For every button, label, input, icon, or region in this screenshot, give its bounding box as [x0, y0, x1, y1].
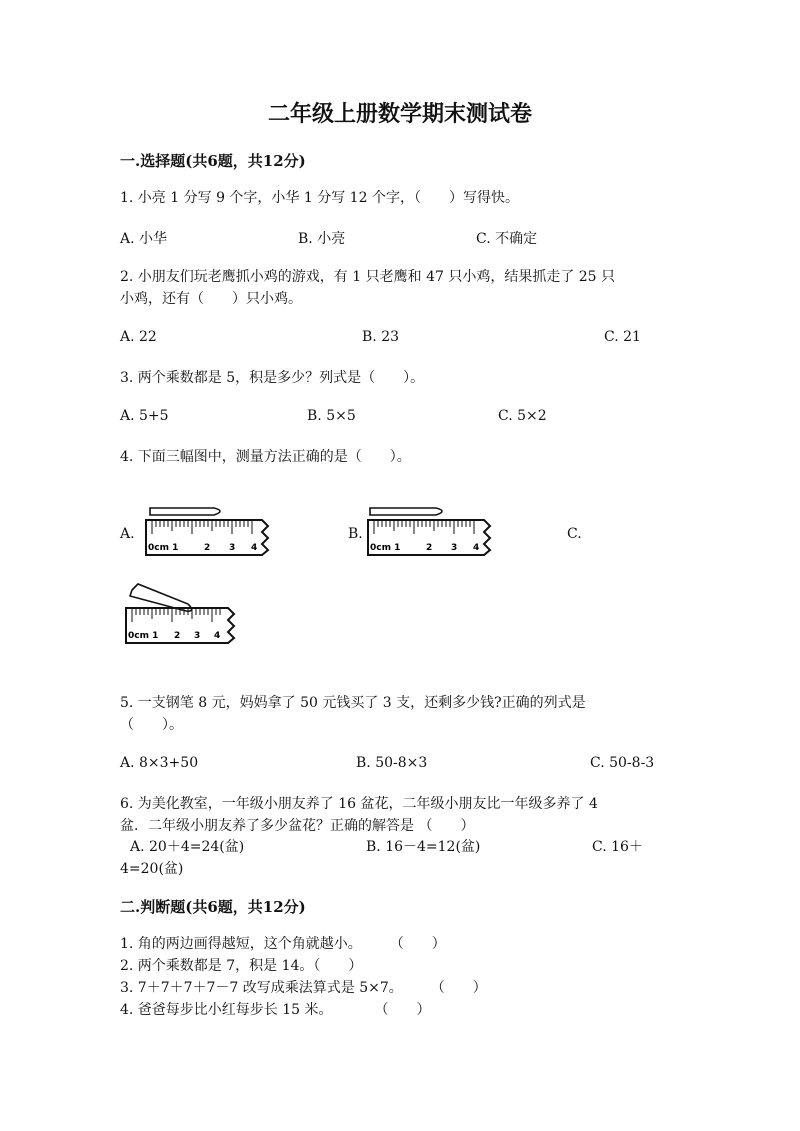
ruler-a-label-4: 4 [251, 543, 258, 553]
question-4: 4. 下面三幅图中，测量方法正确的是（ ）。 [120, 449, 411, 465]
ruler-figure-b [366, 500, 496, 562]
q1-option-c[interactable]: C. 不确定 [476, 231, 538, 247]
q2-option-a[interactable]: A. 22 [120, 329, 157, 345]
question-5-line1: 5. 一支钢笔 8 元，妈妈拿了 50 元钱买了 3 支，还剩多少钱?正确的列式是 [120, 695, 586, 711]
q5-option-b[interactable]: B. 50-8×3 [356, 755, 428, 771]
question-3: 3. 两个乘数都是 5，积是多少？列式是（ ）。 [120, 370, 425, 386]
q1-option-b[interactable]: B. 小亮 [298, 231, 346, 247]
judgement-item-2: 2. 两个乘数都是 7，积是 14。（ ） [120, 958, 363, 974]
ruler-b-label-4: 4 [473, 543, 480, 553]
question-2-line1: 2. 小朋友们玩老鹰抓小鸡的游戏，有 1 只老鹰和 47 只小鸡，结果抓走了 25 只 [120, 269, 616, 285]
q6-option-a[interactable]: A. 20＋4=24(盆) [130, 839, 245, 855]
judgement-item-4: 4. 爸爸每步比小红每步长 15 米。 （ ） [120, 1002, 431, 1018]
question-5-line2: （ ）。 [120, 717, 183, 733]
q4-option-b[interactable]: B. [348, 526, 363, 542]
q3-option-c[interactable]: C. 5×2 [498, 408, 547, 424]
q4-option-a[interactable]: A. [120, 526, 135, 542]
judgement-item-3: 3. 7＋7＋7＋7－7 改写成乘法算式是 5×7。 （ ） [120, 980, 487, 996]
ruler-b-label-1: 0cm 1 [370, 543, 401, 553]
ruler-c-label-4: 4 [214, 631, 221, 641]
judgement-item-1: 1. 角的两边画得越短，这个角就越小。 （ ） [120, 936, 446, 952]
q5-option-c[interactable]: C. 50-8-3 [590, 755, 655, 771]
q6-option-b[interactable]: B. 16－4=12(盆) [366, 839, 481, 855]
question-6-line1: 6. 为美化教室，一年级小朋友养了 16 盆花，二年级小朋友比一年级多养了 4 [120, 796, 598, 812]
section-heading-choice: 一.选择题(共6题，共12分) [120, 152, 306, 170]
question-6-line2: 盆．二年级小朋友养了多少盆花？正确的解答是 （ ） [120, 818, 475, 834]
q3-option-a[interactable]: A. 5+5 [120, 408, 169, 424]
ruler-a-label-2: 2 [204, 543, 211, 553]
q2-option-c[interactable]: C. 21 [604, 329, 641, 345]
q6-option-c-continued: 4=20(盆) [120, 861, 184, 877]
page-title: 二年级上册数学期末测试卷 [267, 101, 532, 127]
q4-option-c[interactable]: C. [567, 526, 582, 542]
ruler-b-label-3: 3 [451, 543, 458, 553]
question-1: 1. 小亮 1 分写 9 个字，小华 1 分写 12 个字，（ ）写得快。 [120, 190, 519, 206]
ruler-b-label-2: 2 [426, 543, 433, 553]
ruler-c-label-3: 3 [194, 631, 201, 641]
ruler-figure-c [124, 582, 254, 648]
ruler-figure-a [144, 500, 274, 562]
section-heading-judgement: 二.判断题(共6题，共12分) [120, 898, 306, 916]
ruler-a-label-1: 0cm 1 [148, 543, 179, 553]
ruler-a-label-3: 3 [229, 543, 236, 553]
pencil-a [150, 508, 220, 515]
q3-option-b[interactable]: B. 5×5 [307, 408, 356, 424]
pencil-b [370, 508, 442, 515]
ruler-c-label-1: 0cm 1 [128, 631, 159, 641]
q1-option-a[interactable]: A. 小华 [120, 231, 168, 247]
question-2-line2: 小鸡，还有（ ）只小鸡。 [120, 291, 302, 307]
ruler-c-label-2: 2 [174, 631, 181, 641]
q2-option-b[interactable]: B. 23 [362, 329, 400, 345]
q6-option-c[interactable]: C. 16＋ [592, 839, 643, 855]
q5-option-a[interactable]: A. 8×3+50 [120, 755, 199, 771]
